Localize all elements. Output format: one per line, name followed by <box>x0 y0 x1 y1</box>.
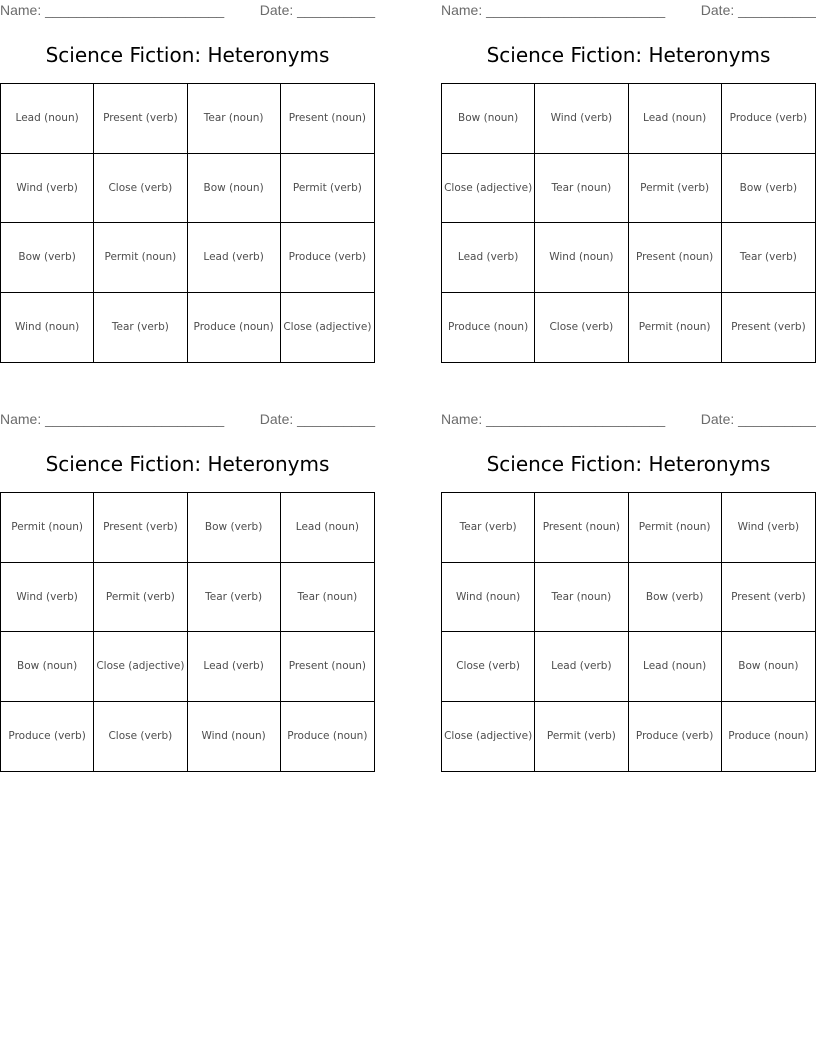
bingo-cell: Present (noun) <box>281 632 374 702</box>
bingo-cell: Permit (verb) <box>281 154 374 224</box>
bingo-cell: Tear (verb) <box>722 223 815 293</box>
bingo-cell: Lead (verb) <box>188 632 281 702</box>
bingo-cell: Present (noun) <box>629 223 722 293</box>
bingo-cell: Lead (noun) <box>281 493 374 563</box>
bingo-cell: Present (noun) <box>535 493 628 563</box>
bingo-cell: Bow (noun) <box>722 632 815 702</box>
bingo-grid <box>0 83 375 363</box>
bingo-cell: Bow (noun) <box>1 632 94 702</box>
date-field-label: Date: __________ <box>259 2 375 18</box>
bingo-cell: Close (adjective) <box>94 632 187 702</box>
bingo-cell: Tear (noun) <box>281 563 374 633</box>
bingo-cell: Permit (noun) <box>629 293 722 363</box>
bingo-cell: Close (verb) <box>94 702 187 772</box>
bingo-cell: Produce (noun) <box>728 730 809 743</box>
bingo-cell: Produce (verb) <box>281 223 374 293</box>
bingo-cell: Present (noun) <box>281 84 374 154</box>
bingo-cell: Permit (noun) <box>629 493 722 563</box>
bingo-cell: Wind (noun) <box>188 702 281 772</box>
date-field-label: Date: __________ <box>259 411 375 427</box>
bingo-grid <box>0 492 375 772</box>
bingo-cell: Produce (noun) <box>287 730 368 743</box>
bingo-cell: Wind (verb) <box>1 154 94 224</box>
bingo-cell: Bow (verb) <box>629 563 722 633</box>
bingo-cell: Produce (verb) <box>722 84 815 154</box>
name-field-label: Name: _______________________ <box>441 411 666 427</box>
bingo-cell: Tear (noun) <box>535 563 628 633</box>
date-field-label: Date: __________ <box>700 411 816 427</box>
bingo-cell: Produce (noun) <box>442 293 535 363</box>
card-title: Science Fiction: Heteronyms <box>45 43 330 67</box>
bingo-cell: Tear (verb) <box>188 563 281 633</box>
bingo-cell: Lead (verb) <box>442 223 535 293</box>
bingo-cell: Lead (noun) <box>629 84 722 154</box>
bingo-cell: Wind (noun) <box>535 223 628 293</box>
bingo-cell: Bow (verb) <box>1 223 94 293</box>
bingo-cell: Bow (noun) <box>442 84 535 154</box>
bingo-cell: Bow (verb) <box>722 154 815 224</box>
name-field-label: Name: _______________________ <box>0 2 225 18</box>
bingo-cell: Close (adjective) <box>442 702 535 772</box>
bingo-cell: Lead (verb) <box>535 632 628 702</box>
bingo-cell: Bow (noun) <box>188 154 281 224</box>
bingo-cell: Tear (verb) <box>442 493 535 563</box>
bingo-cell: Present (verb) <box>722 563 815 633</box>
bingo-card <box>441 409 816 774</box>
bingo-cell: Tear (verb) <box>94 293 187 363</box>
bingo-grid <box>441 492 816 772</box>
bingo-card <box>441 0 816 365</box>
bingo-cell: Tear (noun) <box>535 154 628 224</box>
bingo-cell: Lead (noun) <box>1 84 94 154</box>
bingo-cell: Produce (verb) <box>1 702 94 772</box>
card-title: Science Fiction: Heteronyms <box>486 452 771 476</box>
name-field-label: Name: _______________________ <box>441 2 666 18</box>
bingo-cell: Lead (verb) <box>188 223 281 293</box>
date-field-label: Date: __________ <box>700 2 816 18</box>
bingo-cell: Lead (noun) <box>629 632 722 702</box>
bingo-cell: Present (verb) <box>94 84 187 154</box>
bingo-cell: Close (adjective) <box>283 321 372 334</box>
bingo-cell: Bow (verb) <box>188 493 281 563</box>
card-title: Science Fiction: Heteronyms <box>486 43 771 67</box>
bingo-cell: Wind (verb) <box>722 493 815 563</box>
bingo-card <box>0 409 375 774</box>
bingo-cell: Wind (noun) <box>442 563 535 633</box>
bingo-cell: Permit (noun) <box>1 493 94 563</box>
bingo-card <box>0 0 375 365</box>
bingo-cell: Wind (verb) <box>535 84 628 154</box>
bingo-cell: Permit (verb) <box>94 563 187 633</box>
bingo-cell: Tear (noun) <box>188 84 281 154</box>
bingo-cell: Wind (verb) <box>1 563 94 633</box>
bingo-cell: Close (verb) <box>442 632 535 702</box>
bingo-cell: Permit (noun) <box>94 223 187 293</box>
bingo-cell: Present (verb) <box>94 493 187 563</box>
bingo-cell: Permit (verb) <box>535 702 628 772</box>
card-title: Science Fiction: Heteronyms <box>45 452 330 476</box>
bingo-cell: Present (verb) <box>731 321 806 334</box>
bingo-cell: Close (adjective) <box>442 154 535 224</box>
name-field-label: Name: _______________________ <box>0 411 225 427</box>
bingo-cell: Produce (verb) <box>629 702 722 772</box>
bingo-cell: Permit (verb) <box>629 154 722 224</box>
bingo-cell: Close (verb) <box>94 154 187 224</box>
bingo-cell: Produce (noun) <box>188 293 281 363</box>
bingo-cell: Wind (noun) <box>1 293 94 363</box>
bingo-cell: Close (verb) <box>535 293 628 363</box>
bingo-grid <box>441 83 816 363</box>
